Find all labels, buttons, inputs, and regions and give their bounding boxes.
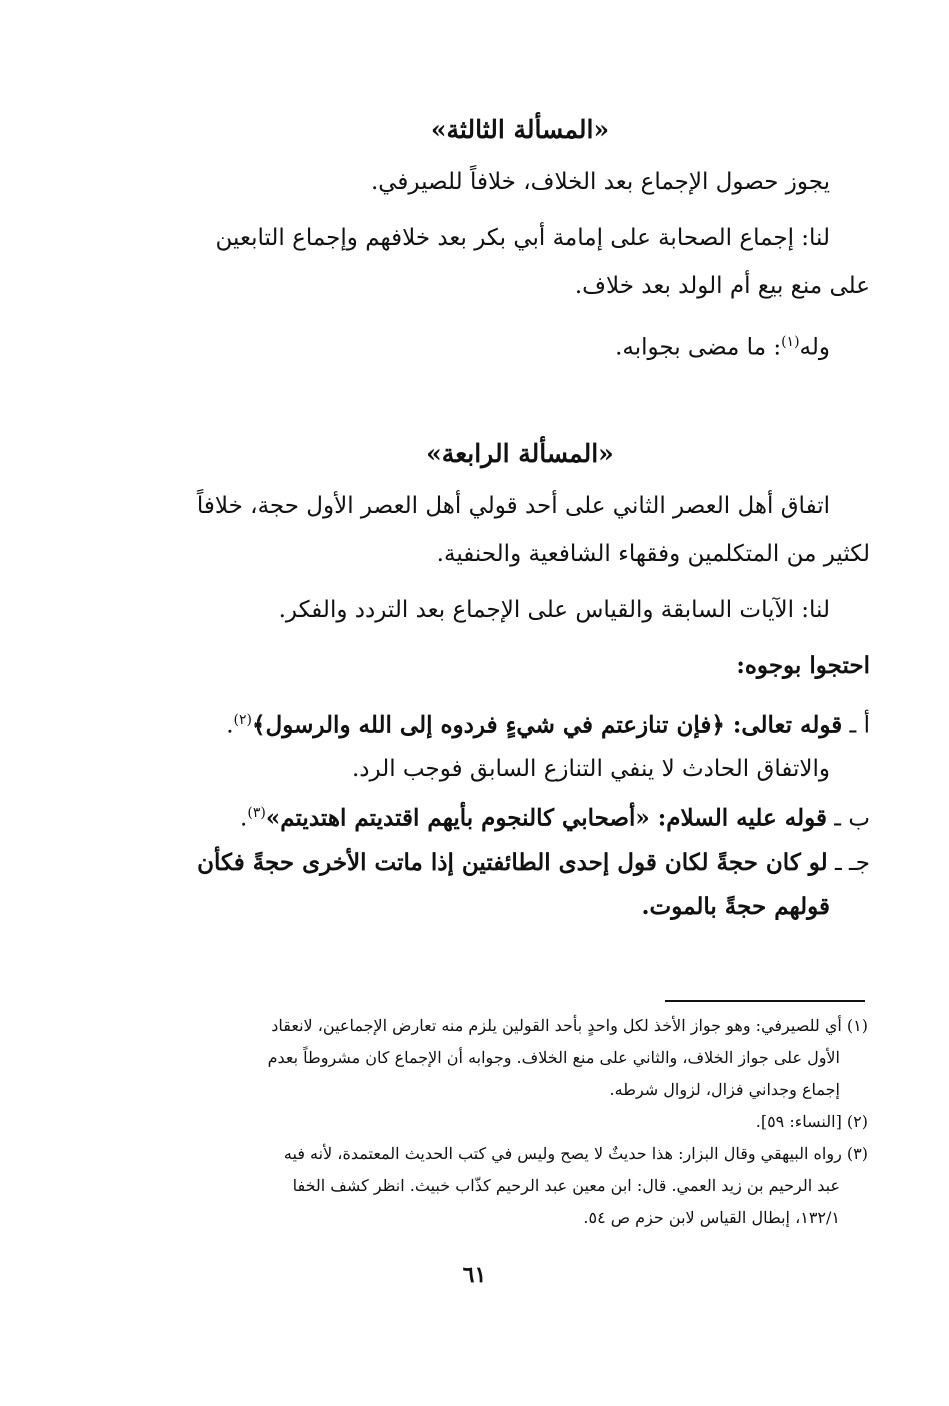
item-c-label: جـ ـ — [834, 849, 870, 876]
page-body — [170, 110, 870, 929]
item-a-quote: ﴿فإن تنازعتم في شيءٍ فردوه إلى الله والرسول﴾ — [252, 711, 725, 739]
section-3-paragraph-3 — [170, 318, 870, 372]
footnote-1-cont-2: إجماع وجداني فزال، لزوال شرطه. — [609, 1080, 840, 1099]
section-3-paragraph-1: يجوز حصول الإجماع بعد الخلاف، خلافاً للصيرفي. — [370, 169, 830, 195]
item-c-continuation: قولهم حجةً بالموت. — [641, 892, 830, 920]
footnote-ref-2[interactable]: (٢) — [233, 711, 253, 728]
footnote-3-cont-1: عبد الرحيم بن زيد العمي. قال: ابن معين عبد الرحيم كذّاب خبيث. انظر كشف الخفا — [292, 1176, 840, 1195]
list-item-c — [170, 841, 870, 929]
page-number: ٦١ — [462, 1262, 487, 1288]
footnotes — [160, 1010, 868, 1234]
section-3-p3-lead: وله — [799, 334, 830, 361]
item-a-lead: قوله تعالى: — [724, 711, 843, 739]
footnote-ref-3[interactable]: (٣) — [247, 805, 266, 822]
footnote-1-text: أي للصيرفي: وهو جواز الأخذ لكل واحدٍ بأحد القولين يلزم منه تعارض الإجماعين، لانعقاد — [271, 1016, 842, 1035]
item-c-text: لو كان حجةً لكان قول إحدى الطائفتين إذا ماتت الأخرى حجةً فكأن — [197, 848, 828, 876]
footnote-3-text: رواه البيهقي وقال البزار: هذا حديثٌ لا يصح وليس في كتب الحديث المعتمدة، لأنه فيه — [283, 1144, 842, 1163]
section-3-title: «المسألة الثالثة» — [430, 115, 610, 144]
footnote-2-label: (٢) — [846, 1112, 868, 1131]
footnote-1-cont-1: الأول على جواز الخلاف، والثاني على منع الخلاف. وجوابه أن الإجماع كان مشروطاً بعدم — [267, 1048, 840, 1067]
footnote-3-label: (٣) — [846, 1144, 868, 1163]
item-b-end: . — [240, 805, 248, 832]
section-3-p3-rest: : ما مضى بجوابه. — [615, 334, 782, 361]
footnote-3-cont-2: ١٣٢/١، إبطال القياس لابن حزم ص ٥٤. — [583, 1208, 840, 1227]
section-4-paragraph-3: احتجوا بوجوه: — [736, 651, 870, 679]
footnote-3 — [160, 1138, 868, 1234]
section-4-paragraph-2: لنا: الآيات السابقة والقياس على الإجماع بعد التردد والفكر. — [278, 596, 830, 623]
item-a-continuation: والاتفاق الحادث لا ينفي التنازع السابق فوجب الرد. — [351, 756, 830, 783]
footnote-2-text: [النساء: ٥٩]. — [755, 1112, 842, 1131]
list-item-b — [170, 791, 870, 841]
footnote-2 — [160, 1106, 868, 1138]
list-item-a — [170, 698, 870, 792]
footnote-divider — [665, 1000, 865, 1002]
footnote-1 — [160, 1010, 868, 1106]
footnote-ref-1[interactable]: (١) — [781, 334, 800, 350]
section-4-paragraph-1: اتفاق أهل العصر الثاني على أحد قولي أهل العصر الأول حجة، خلافاً لكثير من المتكلمين وفقهاء الشافعية والحنفية. — [196, 492, 870, 567]
item-b-label: ب ـ — [834, 805, 870, 832]
footnote-1-label: (١) — [846, 1016, 868, 1035]
item-a-label: أ ـ — [849, 712, 870, 739]
section-3-paragraph-2: لنا: إجماع الصحابة على إمامة أبي بكر بعد خلافهم وإجماع التابعين على منع بيع أم الولد بعد خلاف. — [215, 225, 870, 299]
item-a-end: . — [226, 712, 234, 739]
section-4-title: «المسألة الرابعة» — [426, 438, 614, 468]
item-b-text: قوله عليه السلام: «أصحابي كالنجوم بأيهم اقتديتم اهتديتم» — [265, 804, 827, 832]
